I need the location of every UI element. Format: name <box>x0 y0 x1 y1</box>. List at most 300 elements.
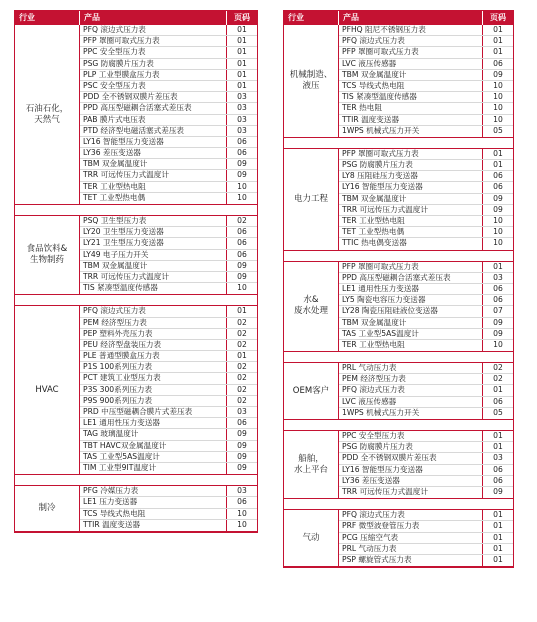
product-list <box>339 25 513 137</box>
product-row <box>80 25 257 36</box>
product-name: PDD 全不锈钢双膜片差压表 <box>80 92 227 102</box>
product-row <box>80 373 257 384</box>
product-list <box>339 149 513 250</box>
product-name: PSG 防腐膜片压力表 <box>339 160 483 170</box>
product-row <box>339 182 513 193</box>
left-catalog-table <box>14 10 258 533</box>
product-name: PPD 高压型磁耦合活塞式差压表 <box>80 103 227 113</box>
page-number: 10 <box>493 114 503 124</box>
product-row <box>339 442 513 453</box>
product-header: 产品 <box>339 11 483 25</box>
page-number: 09 <box>493 204 503 214</box>
left-table-body <box>15 25 257 532</box>
page-number: 03 <box>237 92 247 102</box>
product-row <box>339 453 513 464</box>
page-number: 02 <box>237 216 247 225</box>
product-name: PTD 经济型电磁活塞式差压表 <box>80 126 227 136</box>
product-row <box>339 295 513 306</box>
page-number: 01 <box>493 510 503 520</box>
product-name: P3S 300系列压力表 <box>80 385 227 395</box>
page-number: 01 <box>493 554 503 564</box>
industry-header: 行业 <box>284 11 339 25</box>
product-row <box>80 47 257 58</box>
product-name: TRR 可远传压力式温度计 <box>339 205 483 215</box>
section-spacer <box>284 499 513 510</box>
product-row <box>80 318 257 329</box>
page-number: 10 <box>237 192 247 202</box>
product-name: TIS 紧凑型温度传感器 <box>339 92 483 102</box>
product-row <box>80 227 257 238</box>
industry-header: 行业 <box>15 11 80 25</box>
product-name: TAS 工业型5AS温度计 <box>80 452 227 462</box>
page-number: 10 <box>493 80 503 90</box>
product-name: LY20 卫生型压力变送器 <box>80 227 227 237</box>
product-name: TBM 双金属温度计 <box>80 159 227 169</box>
product-name: PLP 工业型膜盒压力表 <box>80 70 227 80</box>
product-row <box>339 374 513 385</box>
product-name: PFQ 滚边式压力表 <box>339 36 483 46</box>
product-row <box>339 227 513 238</box>
page-number: 10 <box>493 227 503 237</box>
product-row <box>80 385 257 396</box>
product-row <box>80 238 257 249</box>
page-number: 01 <box>493 385 503 395</box>
product-row <box>339 273 513 284</box>
industry-name: OEM客户 <box>284 363 339 419</box>
page-number: 01 <box>493 431 503 440</box>
product-list <box>339 363 513 419</box>
product-row <box>80 520 257 531</box>
page-number: 01 <box>237 306 247 316</box>
product-name: P9S 900系列压力表 <box>80 396 227 406</box>
product-name: TER 工业型热电阻 <box>80 182 227 192</box>
product-row <box>339 47 513 58</box>
page-number: 02 <box>237 339 247 349</box>
page-number: 09 <box>237 260 247 270</box>
page-number: 01 <box>493 261 503 271</box>
product-name: LY8 压阻硅压力变送器 <box>339 171 483 181</box>
right-catalog-table <box>283 10 514 568</box>
product-row <box>339 205 513 216</box>
page-number: 02 <box>237 328 247 338</box>
page-number: 06 <box>493 182 503 192</box>
page-number: 09 <box>237 271 247 281</box>
page-number: 06 <box>237 497 247 507</box>
product-row <box>339 521 513 532</box>
product-name: PPC 安全型压力表 <box>339 431 483 441</box>
page-number: 09 <box>493 69 503 79</box>
page-number: 03 <box>493 453 503 463</box>
section-spacer <box>15 205 257 216</box>
industry-section <box>15 306 257 475</box>
page-number: 07 <box>493 306 503 316</box>
industry-section <box>284 25 513 138</box>
product-row <box>339 431 513 442</box>
product-name: PEU 经济型盘装压力表 <box>80 340 227 350</box>
product-row <box>80 137 257 148</box>
product-row <box>80 103 257 114</box>
page-number: 09 <box>237 462 247 472</box>
page-number: 01 <box>493 160 503 170</box>
page-number: 10 <box>237 283 247 293</box>
product-row <box>339 36 513 47</box>
industry-name: 水& 废水处理 <box>284 262 339 352</box>
product-row <box>339 59 513 70</box>
product-name: TAS 工业型5AS温度计 <box>339 329 483 339</box>
product-name: PSC 安全型压力表 <box>80 81 227 91</box>
product-name: TTIR 温度变送器 <box>80 520 227 531</box>
product-row <box>80 182 257 193</box>
product-name: TCS 导线式热电阻 <box>80 509 227 519</box>
page-number: 02 <box>237 317 247 327</box>
table-header <box>15 11 257 25</box>
product-row <box>339 70 513 81</box>
section-spacer <box>284 352 513 363</box>
product-header: 产品 <box>80 11 227 25</box>
product-row <box>80 407 257 418</box>
industry-name: 石油石化， 天然气 <box>15 25 80 204</box>
product-name: LY16 智能型压力变送器 <box>339 465 483 475</box>
page-number: 01 <box>493 543 503 553</box>
product-name: PFQ 滚边式压力表 <box>80 306 227 316</box>
product-name: PRF 微型波登管压力表 <box>339 521 483 531</box>
industry-section <box>284 149 513 251</box>
page-number: 10 <box>493 339 503 349</box>
page-number: 03 <box>237 486 247 496</box>
product-row <box>339 487 513 498</box>
product-row <box>339 81 513 92</box>
section-spacer <box>284 138 513 149</box>
page-number: 09 <box>493 317 503 327</box>
product-row <box>80 261 257 272</box>
page-number: 06 <box>237 136 247 146</box>
page-number: 10 <box>237 181 247 191</box>
product-name: TRR 可远传压力式温度计 <box>339 487 483 498</box>
product-name: PFHQ 阻尼不锈钢压力表 <box>339 25 483 35</box>
page-number: 01 <box>237 351 247 361</box>
page-number: 10 <box>493 216 503 225</box>
page-number: 02 <box>493 374 503 384</box>
section-spacer <box>284 251 513 262</box>
product-row <box>339 238 513 249</box>
product-name: PEM 经济型压力表 <box>80 318 227 328</box>
page-number: 03 <box>493 272 503 282</box>
page-number: 01 <box>237 80 247 90</box>
page-number: 06 <box>237 418 247 428</box>
page-number: 01 <box>493 47 503 57</box>
page-number: 10 <box>237 508 247 518</box>
product-name: LY36 差压变送器 <box>80 148 227 158</box>
industry-section <box>15 25 257 205</box>
product-name: TRR 可远传压力式温度计 <box>80 272 227 282</box>
product-list <box>339 431 513 498</box>
product-row <box>80 193 257 204</box>
product-name: LY16 智能型压力变送器 <box>80 137 227 147</box>
page-number: 01 <box>493 442 503 452</box>
product-row <box>339 544 513 555</box>
industry-name: 制冷 <box>15 486 80 531</box>
industry-section <box>284 510 513 567</box>
page-number: 10 <box>493 103 503 113</box>
product-row <box>80 486 257 497</box>
industry-section <box>15 486 257 532</box>
page-number: 06 <box>493 58 503 68</box>
page-header: 页码 <box>490 13 506 22</box>
page-number: 01 <box>493 148 503 158</box>
page-number: 09 <box>237 440 247 450</box>
product-row <box>80 159 257 170</box>
product-name: PPD 高压型磁耦合活塞式差压表 <box>339 273 483 283</box>
product-name: PCT 建筑工业型压力表 <box>80 373 227 383</box>
product-name: TTIR 温度变送器 <box>339 115 483 125</box>
product-row <box>80 59 257 70</box>
page-number: 09 <box>237 159 247 169</box>
industry-name: HVAC <box>15 306 80 474</box>
product-name: 1WPS 机械式压力开关 <box>339 408 483 419</box>
product-name: PCG 压缩空气表 <box>339 533 483 543</box>
industry-name: 气动 <box>284 510 339 566</box>
product-name: TRR 可远传压力式温度计 <box>80 170 227 180</box>
product-name: TET 工业型热电偶 <box>339 227 483 237</box>
page-number: 09 <box>237 451 247 461</box>
page-number: 01 <box>493 532 503 542</box>
page-number: 09 <box>493 193 503 203</box>
product-row <box>80 148 257 159</box>
product-name: PSG 防腐膜片压力表 <box>80 59 227 69</box>
product-row <box>339 216 513 227</box>
product-name: PFP 罩圈可取式压力表 <box>80 36 227 46</box>
product-row <box>339 25 513 36</box>
product-name: TBT HAVC双金属温度计 <box>80 441 227 451</box>
page-number: 06 <box>493 295 503 305</box>
product-name: TBM 双金属温度计 <box>80 261 227 271</box>
industry-section <box>284 363 513 420</box>
page-number: 02 <box>237 384 247 394</box>
product-row <box>80 283 257 294</box>
page-number: 01 <box>237 47 247 57</box>
product-row <box>339 306 513 317</box>
product-row <box>339 103 513 114</box>
product-name: TIS 紧凑型温度传感器 <box>80 283 227 294</box>
page-number: 03 <box>237 125 247 135</box>
product-row <box>80 81 257 92</box>
page-number: 06 <box>493 283 503 293</box>
product-name: PRL 气动压力表 <box>339 363 483 373</box>
product-name: LE1 压力变送器 <box>80 497 227 507</box>
product-row <box>339 408 513 419</box>
page-number: 03 <box>237 114 247 124</box>
page-number: 03 <box>237 103 247 113</box>
section-spacer <box>15 295 257 306</box>
product-name: LY49 电子压力开关 <box>80 250 227 260</box>
page-number: 02 <box>493 363 503 373</box>
page-number: 02 <box>237 373 247 383</box>
product-row <box>80 509 257 520</box>
product-row <box>80 396 257 407</box>
page-number: 01 <box>493 36 503 46</box>
product-name: PSQ 卫生型压力表 <box>80 216 227 226</box>
product-row <box>80 463 257 474</box>
product-name: LY5 陶瓷电容压力变送器 <box>339 295 483 305</box>
product-row <box>80 306 257 317</box>
product-row <box>80 340 257 351</box>
product-name: PPC 安全型压力表 <box>80 47 227 57</box>
product-list <box>339 510 513 566</box>
page-number: 01 <box>237 36 247 46</box>
product-row <box>339 318 513 329</box>
product-row <box>339 284 513 295</box>
product-name: LY28 陶瓷压阻硅液位变送器 <box>339 306 483 316</box>
page-number: 01 <box>493 25 503 34</box>
page-number: 10 <box>493 92 503 102</box>
product-row <box>339 194 513 205</box>
page-number: 06 <box>237 249 247 259</box>
product-row <box>80 36 257 47</box>
page-number: 10 <box>237 519 247 529</box>
page-number: 09 <box>237 170 247 180</box>
product-name: LVC 液压传感器 <box>339 397 483 407</box>
page-number: 05 <box>493 125 503 135</box>
page-number: 09 <box>237 429 247 439</box>
product-name: PFQ 滚边式压力表 <box>80 25 227 35</box>
product-name: TIM 工业型9IT温度计 <box>80 463 227 474</box>
product-name: PLE 普通型膜盒压力表 <box>80 351 227 361</box>
page-number: 10 <box>493 238 503 248</box>
product-name: PFP 罩圈可取式压力表 <box>339 262 483 272</box>
product-row <box>80 216 257 227</box>
product-name: TER 热电阻 <box>339 103 483 113</box>
product-row <box>80 452 257 463</box>
product-row <box>339 160 513 171</box>
product-list <box>80 306 257 474</box>
product-name: TET 工业型热电偶 <box>80 193 227 204</box>
product-row <box>80 429 257 440</box>
product-name: TBM 双金属温度计 <box>339 70 483 80</box>
product-name: PRL 气动压力表 <box>339 544 483 554</box>
product-row <box>339 262 513 273</box>
product-name: PFP 罩圈可取式压力表 <box>339 149 483 159</box>
product-row <box>339 533 513 544</box>
industry-section <box>284 262 513 353</box>
product-row <box>339 555 513 566</box>
product-row <box>80 70 257 81</box>
product-row <box>339 476 513 487</box>
product-name: TTIC 热电偶变送器 <box>339 238 483 249</box>
product-row <box>339 92 513 103</box>
product-row <box>80 329 257 340</box>
product-name: TAG 玻璃温度计 <box>80 429 227 439</box>
industry-section <box>15 216 257 295</box>
product-list <box>80 216 257 294</box>
product-name: TER 工业型热电阻 <box>339 216 483 226</box>
product-row <box>339 149 513 160</box>
product-row <box>80 441 257 452</box>
product-row <box>80 497 257 508</box>
page-number: 06 <box>237 227 247 237</box>
product-name: LY21 卫生型压力变送器 <box>80 238 227 248</box>
product-row <box>339 510 513 521</box>
product-row <box>339 397 513 408</box>
product-row <box>80 362 257 373</box>
product-name: P1S 100系列压力表 <box>80 362 227 372</box>
page-number: 09 <box>493 328 503 338</box>
product-row <box>80 418 257 429</box>
page-number: 01 <box>237 58 247 68</box>
product-name: TCS 导线式热电阻 <box>339 81 483 91</box>
product-row <box>80 250 257 261</box>
table-header <box>284 11 513 25</box>
page-number: 06 <box>493 396 503 406</box>
product-row <box>339 329 513 340</box>
product-name: TBM 双金属温度计 <box>339 318 483 328</box>
product-name: LE1 通用性压力变送器 <box>339 284 483 294</box>
product-row <box>339 385 513 396</box>
page-number: 05 <box>493 407 503 417</box>
page-number: 02 <box>237 395 247 405</box>
page-number: 01 <box>493 521 503 531</box>
product-row <box>339 465 513 476</box>
product-name: LY36 差压变送器 <box>339 476 483 486</box>
product-name: LVC 液压传感器 <box>339 59 483 69</box>
page-number: 06 <box>237 238 247 248</box>
industry-name: 电力工程 <box>284 149 339 250</box>
industry-name: 船舶， 水上平台 <box>284 431 339 498</box>
page-number: 03 <box>237 407 247 416</box>
industry-section <box>284 431 513 499</box>
product-name: PSG 防腐膜片压力表 <box>339 442 483 452</box>
product-name: PFG 冷媒压力表 <box>80 486 227 496</box>
product-row <box>80 115 257 126</box>
page-number: 06 <box>493 475 503 485</box>
industry-name: 食品饮料& 生物制药 <box>15 216 80 294</box>
product-row <box>80 92 257 103</box>
product-name: PEP 塑料外壳压力表 <box>80 329 227 339</box>
product-list <box>80 25 257 204</box>
page-number: 09 <box>493 486 503 496</box>
product-name: TER 工业型热电阻 <box>339 340 483 351</box>
product-row <box>339 171 513 182</box>
product-name: PEM 经济型压力表 <box>339 374 483 384</box>
product-name: TBM 双金属温度计 <box>339 194 483 204</box>
page-number: 06 <box>493 464 503 474</box>
page-number: 02 <box>237 362 247 372</box>
product-list <box>80 486 257 531</box>
product-name: LE1 通用性压力变送器 <box>80 418 227 428</box>
page-number: 06 <box>237 148 247 158</box>
product-row <box>80 170 257 181</box>
product-name: PFP 罩圈可取式压力表 <box>339 47 483 57</box>
page-number: 01 <box>237 25 247 34</box>
page-number: 01 <box>237 69 247 79</box>
product-name: PFQ 滚边式压力表 <box>339 510 483 520</box>
product-name: PSP 螺旋管式压力表 <box>339 555 483 566</box>
product-name: LY16 智能型压力变送器 <box>339 182 483 192</box>
page-header: 页码 <box>234 13 250 22</box>
product-row <box>339 126 513 137</box>
right-table-body <box>284 25 513 567</box>
industry-name: 机械制造、 液压 <box>284 25 339 137</box>
product-row <box>80 126 257 137</box>
product-row <box>339 340 513 351</box>
product-name: 1WPS 机械式压力开关 <box>339 126 483 137</box>
product-row <box>80 272 257 283</box>
product-row <box>339 115 513 126</box>
product-name: PDD 全不锈钢双膜片差压表 <box>339 453 483 463</box>
product-row <box>80 351 257 362</box>
product-row <box>339 363 513 374</box>
product-name: PRD 中压型磁耦合膜片式差压表 <box>80 407 227 417</box>
product-name: PAB 膜片式电压表 <box>80 115 227 125</box>
